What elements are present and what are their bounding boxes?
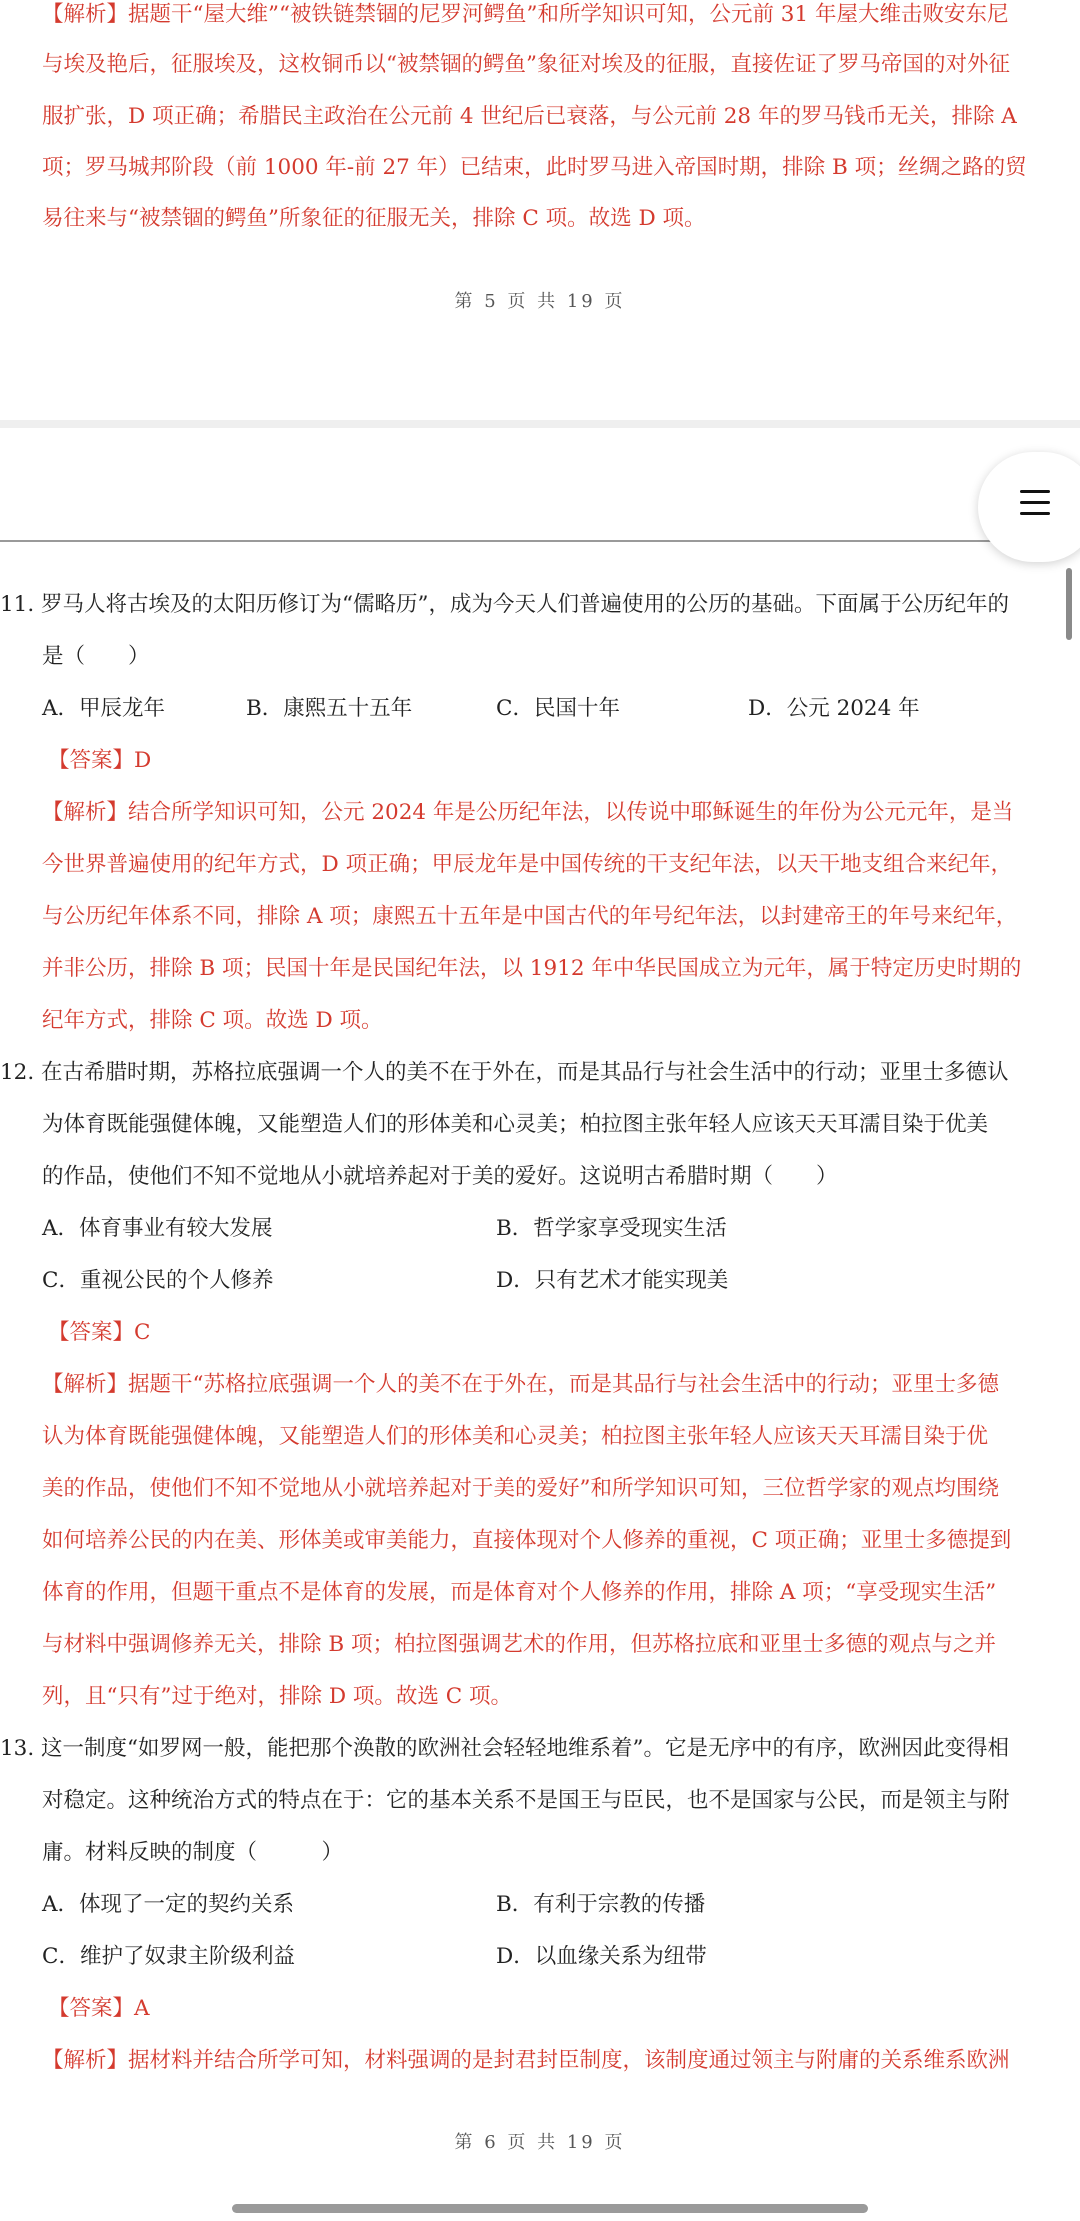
analysis-line: 【解析】据题干“苏格拉底强调一个人的美不在于外在，而是其品行与社会生活中的行动；亚里士多德 xyxy=(42,1372,999,1397)
analysis-line: 与埃及艳后，征服埃及，这枚铜币以“被禁锢的鳄鱼”象征对埃及的征服，直接佐证了罗马帝国的对外征 xyxy=(42,52,1010,77)
analysis-line: 如何培养公民的内在美、形体美或审美能力，直接体现对个人修养的重视，C 项正确；亚里士多德提到 xyxy=(42,1528,1012,1553)
analysis-line: 【解析】据题干“屋大维”“被铁链禁锢的尼罗河鳄鱼”和所学知识可知，公元前 31 年屋大维击败安东尼 xyxy=(42,2,1009,27)
question-12-stem: 12. 在古希腊时期，苏格拉底强调一个人的美不在于外在，而是其品行与社会生活中的行动；亚里士多德认 xyxy=(0,1060,1009,1085)
analysis-line: 【解析】结合所学知识可知，公元 2024 年是公历纪年法，以传说中耶稣诞生的年份为公元元年，是当 xyxy=(42,800,1014,825)
scrollbar-thumb[interactable] xyxy=(1066,568,1072,640)
option-d: D．公元 2024 年 xyxy=(748,696,920,721)
analysis-line: 易往来与“被禁锢的鳄鱼”所象征的征服无关，排除 C 项。故选 D 项。 xyxy=(42,206,706,231)
header-rule xyxy=(0,540,1000,542)
question-12-stem: 的作品，使他们不知不觉地从小就培养起对于美的爱好。这说明古希腊时期（ ） xyxy=(42,1164,838,1189)
option-c: C．重视公民的个人修养 xyxy=(42,1268,274,1293)
option-a: A．甲辰龙年 xyxy=(42,696,166,721)
analysis-line: 服扩张，D 项正确；希腊民主政治在公元前 4 世纪后已衰落，与公元前 28 年的罗马钱币无关，排除 A xyxy=(42,104,1017,129)
option-a: A．体现了一定的契约关系 xyxy=(42,1892,295,1917)
analysis-line: 【解析】据材料并结合所学可知，材料强调的是封君封臣制度，该制度通过领主与附庸的关系维系欧洲 xyxy=(42,2048,1010,2073)
question-13-stem: 对稳定。这种统治方式的特点在于：它的基本关系不是国王与臣民，也不是国家与公民，而是领主与附 xyxy=(42,1788,1010,1813)
analysis-line: 美的作品，使他们不知不觉地从小就培养起对于美的爱好”和所学知识可知，三位哲学家的观点均围绕 xyxy=(42,1476,999,1501)
analysis-line: 认为体育既能强健体魄，又能塑造人们的形体美和心灵美；柏拉图主张年轻人应该天天耳濡目染于优 xyxy=(42,1424,989,1449)
analysis-line: 体育的作用，但题干重点不是体育的发展，而是体育对个人修养的作用，排除 A 项；“享受现实生活” xyxy=(42,1580,997,1605)
document-page-6 xyxy=(0,428,1080,2221)
hamburger-menu-icon xyxy=(1020,490,1050,516)
page-footer: 第 5 页 共 19 页 xyxy=(454,291,626,312)
option-c: C．民国十年 xyxy=(496,696,620,721)
answer-label: 【答案】D xyxy=(48,748,152,773)
option-d: D．只有艺术才能实现美 xyxy=(496,1268,729,1293)
question-11-stem: 是（ ） xyxy=(42,644,150,669)
home-indicator[interactable] xyxy=(232,2204,868,2213)
analysis-line: 与材料中强调修养无关，排除 B 项；柏拉图强调艺术的作用，但苏格拉底和亚里士多德的观点与之并 xyxy=(42,1632,996,1657)
option-b: B．有利于宗教的传播 xyxy=(496,1892,706,1917)
menu-button[interactable] xyxy=(978,452,1080,562)
question-13-stem: 庸。材料反映的制度（ ） xyxy=(42,1840,344,1865)
analysis-line: 与公历纪年体系不同，排除 A 项；康熙五十五年是中国古代的年号纪年法，以封建帝王的年号来纪年， xyxy=(42,904,1018,929)
analysis-line: 纪年方式，排除 C 项。故选 D 项。 xyxy=(42,1008,383,1033)
answer-label: 【答案】A xyxy=(48,1996,150,2021)
document-page-5 xyxy=(0,0,1080,420)
option-b: B．哲学家享受现实生活 xyxy=(496,1216,727,1241)
option-d: D．以血缘关系为纽带 xyxy=(496,1944,707,1969)
question-12-stem: 为体育既能强健体魄，又能塑造人们的形体美和心灵美；柏拉图主张年轻人应该天天耳濡目染于优美 xyxy=(42,1112,989,1137)
analysis-line: 今世界普遍使用的纪年方式，D 项正确；甲辰龙年是中国传统的干支纪年法，以天干地支组合来纪年， xyxy=(42,852,1013,877)
option-a: A．体育事业有较大发展 xyxy=(42,1216,273,1241)
page-separator xyxy=(0,420,1080,428)
option-c: C．维护了奴隶主阶级利益 xyxy=(42,1944,295,1969)
question-13-stem: 13. 这一制度“如罗网一般，能把那个涣散的欧洲社会轻轻地维系着”。它是无序中的有序，欧洲因此变得相 xyxy=(0,1736,1010,1761)
page-footer: 第 6 页 共 19 页 xyxy=(454,2132,626,2153)
analysis-line: 并非公历，排除 B 项；民国十年是民国纪年法，以 1912 年中华民国成立为元年，属于特定历史时期的 xyxy=(42,956,1022,981)
answer-label: 【答案】C xyxy=(48,1320,151,1345)
question-11-stem: 11. 罗马人将古埃及的太阳历修订为“儒略历”，成为今天人们普遍使用的公历的基础。下面属于公历纪年的 xyxy=(0,592,1010,617)
option-b: B．康熙五十五年 xyxy=(246,696,413,721)
analysis-line: 项；罗马城邦阶段（前 1000 年-前 27 年）已结束，此时罗马进入帝国时期，排除 B 项；丝绸之路的贸 xyxy=(42,155,1027,180)
analysis-line: 列，且“只有”过于绝对，排除 D 项。故选 C 项。 xyxy=(42,1684,513,1709)
